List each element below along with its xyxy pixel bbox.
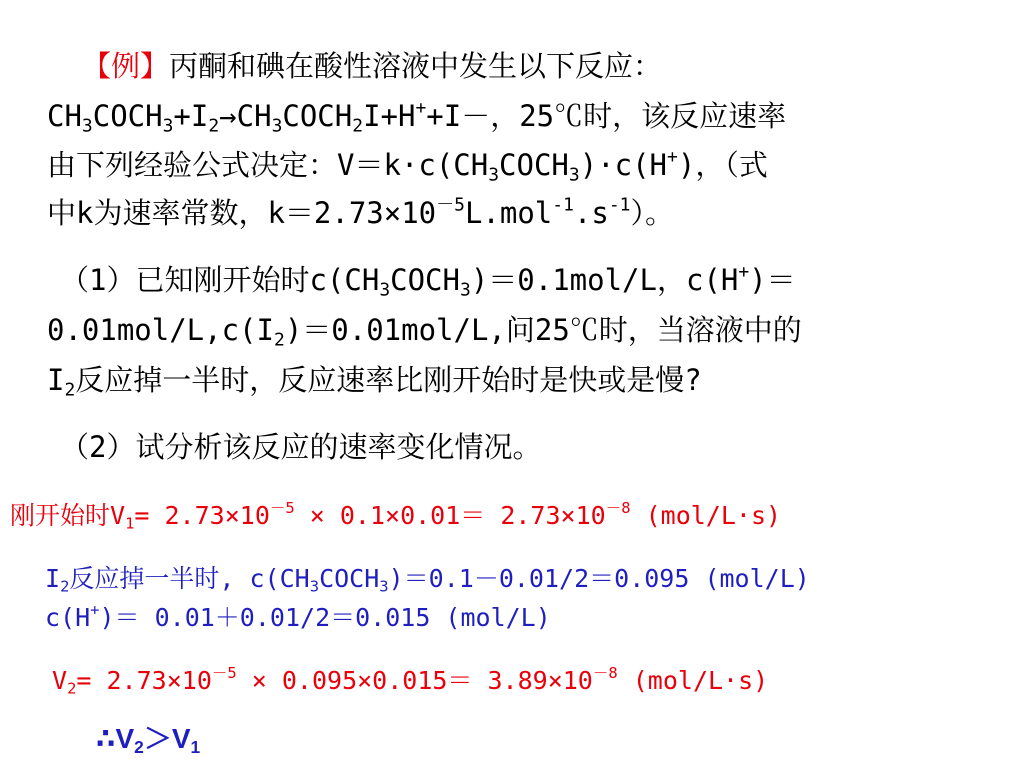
conclusion: $\therefore V_2>V_1$ bbox=[96, 723, 201, 758]
problem-line-1: 【例】丙酮和碘在酸性溶液中发生以下反应： bbox=[82, 49, 663, 83]
answer-h-concentration: c(H+)＝ 0.01＋0.01/2＝0.015 (mol/L) bbox=[45, 601, 551, 632]
question-1-line-3: $I_2$反应掉一半时，反应速率比刚开始时是快或是慢? bbox=[47, 363, 702, 401]
problem-line-3: 由下列经验公式决定：$V=k\cdot c(CH_3COCH_3)\cdot c(H^+)$，（式 bbox=[47, 146, 768, 186]
question-1-line-1: （1）已知刚开始时$c(CH_3COCH_3)=0.1mol/L$，c(H+)＝ bbox=[60, 261, 796, 301]
problem-line-2: $CH_3COCH_3+I_2\to CH_3COCH_2I+H^++I-$，25℃时，该反应速率 bbox=[47, 97, 787, 137]
question-2: （2）试分析该反应的速率变化情况。 bbox=[60, 430, 542, 464]
answer-half-concentration: $I_2$反应掉一半时, $c(CH_3COCH_3)=0.1-0.01/2=0.095$ (mol/L) bbox=[45, 564, 810, 596]
answer-v2: $V_2= 2.73\times 10^{-5} \times 0.095\times 0.015= 3.89\times 10^{-8}$ (mol/L·s) bbox=[52, 664, 769, 698]
answer-v1: 刚开始时$V_1= 2.73\times 10^{-5} \times 0.1\times 0.01= 2.73\times 10^{-8}$ (mol/L·s) bbox=[10, 499, 782, 533]
example-tag: 【例】 bbox=[82, 49, 170, 83]
question-1-line-2: $0.01mol/L,c(I_2)=0.01mol/L$,问25℃时，当溶液中的 bbox=[47, 313, 802, 351]
problem-line-4: 中k为速率常数，$k=2.73\times 10^{-5}L.mol^{-1}.s^{-1}$）。 bbox=[47, 194, 674, 230]
